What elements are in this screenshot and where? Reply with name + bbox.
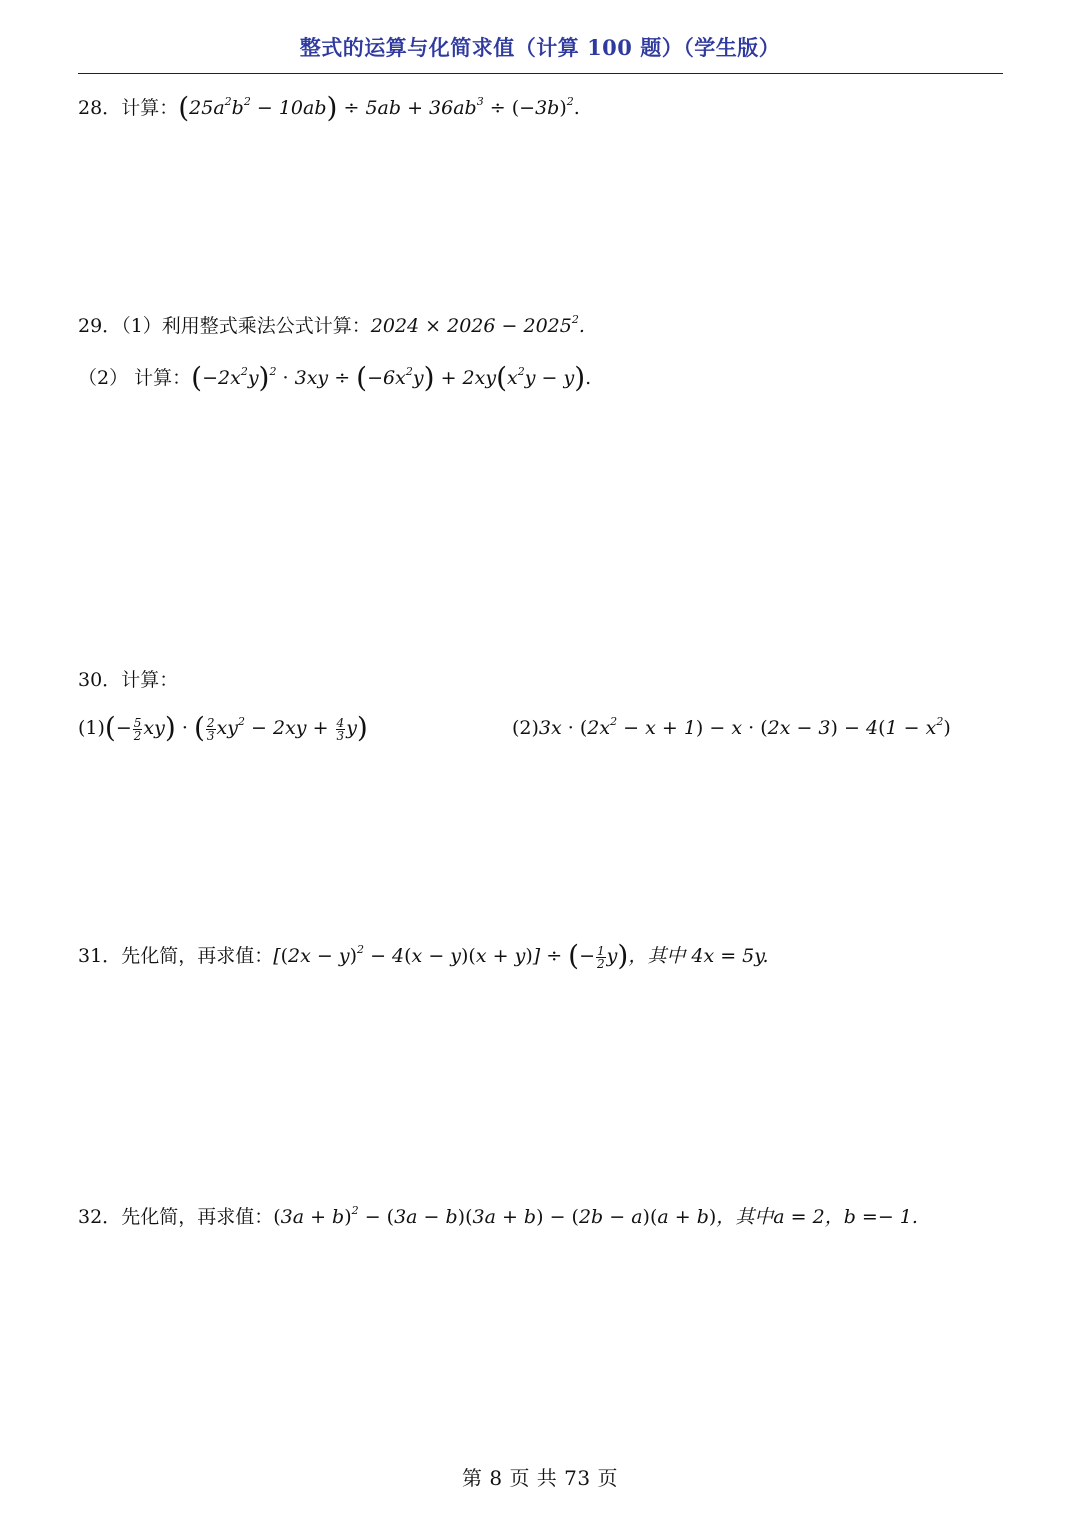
problem-29-expression-2: $(-2x^2y)^2 \cdot 3xy \div (-6x^2y) + 2xy(x^2y - y)$.	[191, 361, 592, 394]
problem-29-part-1: 29．（1）利用整式乘法公式计算：$2024 \times 2026 - 2025^2$.	[78, 313, 585, 337]
part-label: (1)	[78, 717, 105, 739]
problem-28	[78, 91, 580, 124]
problem-31-expression: $[(2x - y)^2 - 4(x - y)(x + y)]$ ÷ (− $\frac{1}{2}$ y)	[273, 939, 629, 972]
problem-31-condition: ，其中 4x = 5y.	[628, 945, 769, 967]
problem-32-condition: ，其中a = 2，b =− 1.	[716, 1206, 918, 1228]
problem-29-part-2	[78, 361, 592, 394]
problem-30-expression-2: $3x \cdot (2x^2 - x + 1) - x \cdot (2x - 3) - 4(1 - x^2)$	[538, 715, 951, 739]
fraction: $\frac{1}{2}$	[597, 943, 605, 971]
problem-31	[78, 939, 769, 972]
problem-30-part-1	[78, 711, 368, 744]
problem-lead: 先化简，再求值：	[121, 945, 274, 967]
problem-lead: 先化简，再求值：	[121, 1206, 274, 1228]
fraction: $\frac{2}{3}$	[206, 715, 215, 743]
problem-32	[78, 1205, 918, 1229]
page-title: 整式的运算与化简求值（计算 100 题）（学生版）	[299, 35, 781, 60]
problem-number: 28．	[78, 97, 122, 119]
problem-30-expression-1: (− $\frac{5}{2}$ xy) · ( $\frac{2}{3}$ $xy^2 - 2xy$ + $\frac{4}{3}$ y)	[104, 711, 368, 744]
problem-30	[78, 668, 178, 692]
page-number: 第 8 页 共 73 页	[462, 1466, 618, 1490]
problem-32-expression: $(3a + b)^2 - (3a - b)(3a + b) - (2b - a)(a + b)$	[273, 1204, 717, 1228]
problem-lead: 计算：	[128, 367, 192, 389]
fraction: $\frac{5}{2}$	[133, 715, 142, 743]
problem-lead: 计算：	[121, 97, 179, 119]
fraction: $\frac{4}{3}$	[336, 715, 345, 743]
problem-number: 29．	[78, 315, 122, 337]
problem-30-part-2	[512, 716, 951, 740]
problem-number: 30．	[78, 669, 122, 691]
problem-lead: （1）利用整式乘法公式计算：	[121, 315, 371, 337]
part-label: （2）	[78, 367, 129, 389]
problem-29-expression-1: 2024 × 2026 − 2025	[370, 315, 572, 337]
problem-number: 32．	[78, 1206, 122, 1228]
part-label: (2)	[512, 717, 539, 739]
problem-28-expression: $(25a^2b^2 - 10ab) \div 5ab + 36ab^3 \div (-3b)^2$.	[178, 91, 580, 124]
problem-lead: 计算：	[121, 669, 179, 691]
problem-number: 31．	[78, 945, 122, 967]
header-divider	[78, 73, 1003, 74]
